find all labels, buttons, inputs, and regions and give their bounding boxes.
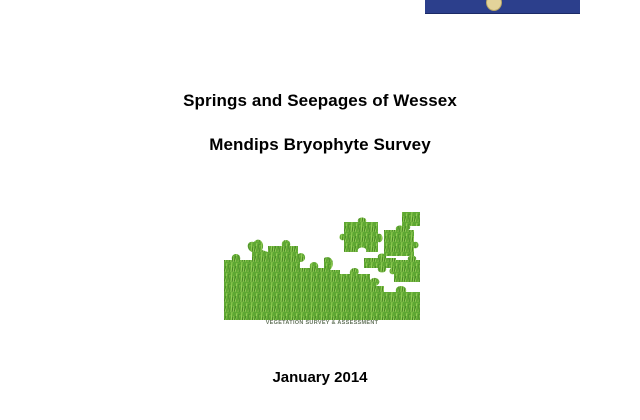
- document-date: January 2014: [272, 369, 368, 386]
- document-subtitle: Mendips Bryophyte Survey: [209, 135, 431, 154]
- logo-banner: [425, 0, 580, 14]
- puzzle-grass-graphic: [224, 212, 420, 332]
- puzzle-piece: [402, 212, 420, 231]
- document-title: Springs and Seepages of Wessex: [183, 91, 457, 110]
- graphic-caption: VEGETATION SURVEY & ASSESSMENT: [265, 320, 379, 326]
- puzzle-piece: [340, 218, 383, 253]
- puzzle-piece: [384, 226, 419, 257]
